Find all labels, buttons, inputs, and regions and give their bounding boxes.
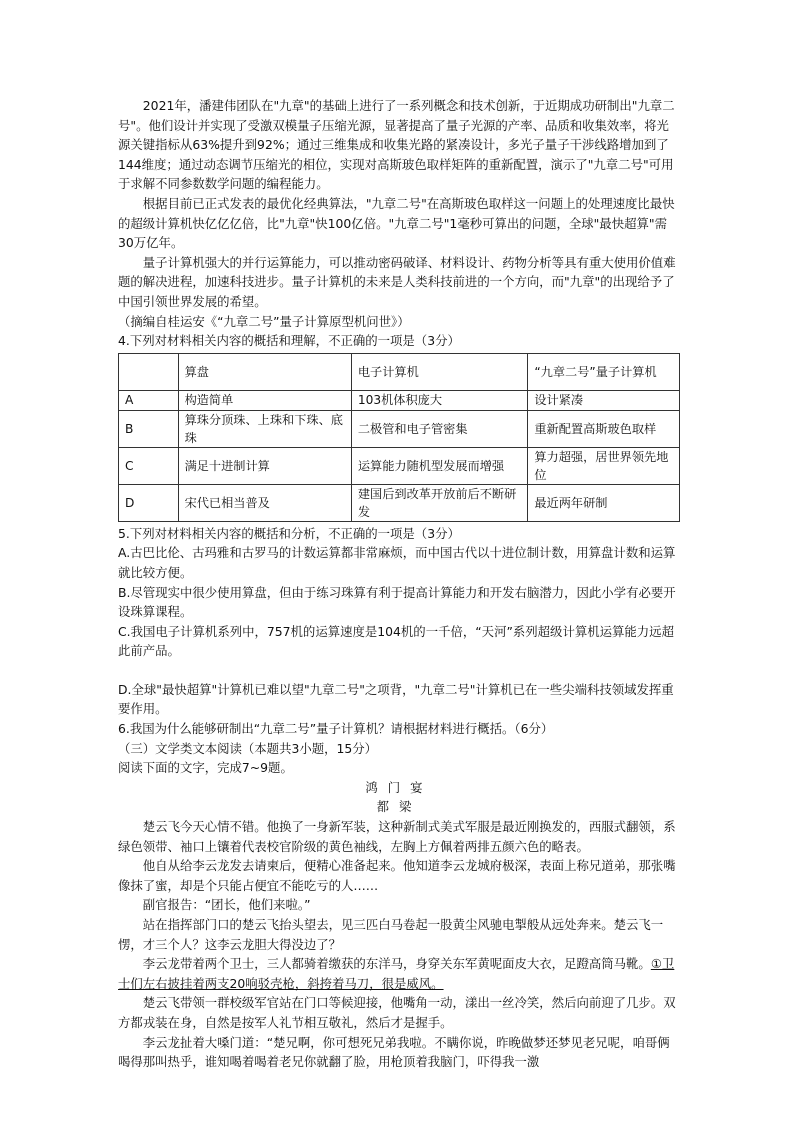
section-heading: （三）文学类文本阅读（本题共3小题，15分） bbox=[118, 740, 378, 756]
table-header-cell: 电子计算机 bbox=[351, 353, 528, 390]
table-cell: 算珠分顶珠、上珠和下珠、底珠 bbox=[178, 410, 351, 447]
story-text: 李云龙带着两个卫士，三人都骑着缴获的东洋马，身穿关东军黄呢面皮大衣，足蹬高筒马靴。 bbox=[142, 956, 651, 972]
story-paragraph: 楚云飞今天心情不错。他换了一身新军装，这种新制式美式军服是最近刚换发的，西服式翻领，系绿色领带、袖口上镶着代表校官阶级的黄色袖线，左胸上方佩着两排五颜六色的略表。 bbox=[118, 819, 676, 854]
story-paragraph: 李云龙扯着大嗓门道：“楚兄啊，你可想死兄弟我啦。不瞒你说，昨晚做梦还梦见老兄呢，咱哥俩喝得那叫热乎，谁知喝着喝着老兄你就翻了脸，用枪顶着我脑门，吓得我一激 bbox=[118, 1034, 670, 1070]
story-paragraph: 他自从给李云龙发去请柬后，便精心准备起来。他知道李云龙城府极深，表面上称兄道弟，那张嘴像抹了蜜，却是个只能占便宜不能吃亏的人…… bbox=[118, 858, 676, 893]
question-6: 6.我国为什么能够研制出“九章二号”量子计算机？请根据材料进行概括。（6分） bbox=[118, 721, 554, 737]
question-5-option-c: C.我国电子计算机系列中，757机的运算速度是104机的一千倍，“天河”系列超级计算机运算能力远超此前产品。 bbox=[118, 623, 674, 659]
table-row bbox=[119, 447, 680, 484]
story-author: 都梁 bbox=[376, 799, 422, 815]
story-paragraph: 楚云飞带领一群校级军官站在门口等候迎接，他嘴角一动，漾出一丝冷笑，然后向前迎了几步。双方都戎装在身，自然是按军人礼节相互敬礼，然后才是握手。 bbox=[118, 995, 676, 1030]
table-cell: 满足十进制计算 bbox=[178, 447, 351, 484]
table-cell: 建国后到改革开放前后不断研发 bbox=[351, 484, 528, 521]
reading-instruction: 阅读下面的文字，完成7~9题。 bbox=[118, 760, 293, 776]
story-paragraph: 副官报告：“团长，他们来啦。” bbox=[142, 897, 311, 913]
table-cell: B bbox=[119, 410, 179, 447]
material-source: （摘编自桂运安《“九章二号”量子计算原型机问世》） bbox=[118, 313, 410, 329]
blank-line bbox=[118, 661, 680, 680]
question-5-option-d: D.全球"最快超算"计算机已难以望"九章二号"之项背，"九章二号"计算机已在一些尖端科技领域发挥重要作用。 bbox=[118, 681, 674, 717]
table-row bbox=[119, 390, 680, 410]
table-cell: 103机体积庞大 bbox=[351, 390, 528, 410]
table-cell: 运算能力随机型发展而增强 bbox=[351, 447, 528, 484]
question-5-stem: 5.下列对材料相关内容的概括和分析，不正确的一项是（3分） bbox=[118, 525, 460, 541]
table-row bbox=[119, 484, 680, 521]
story-title: 鸿门宴 bbox=[365, 779, 433, 795]
question-5-option-b: B.尽管现实中很少使用算盘，但由于练习珠算有利于提高计算能力和开发右脑潜力，因此小学有必要开设珠算课程。 bbox=[118, 584, 676, 620]
table-row bbox=[119, 410, 680, 447]
table-cell: C bbox=[119, 447, 179, 484]
story-paragraph: 站在指挥部门口的楚云飞抬头望去，见三匹白马卷起一股黄尘风驰电掣般从远处奔来。楚云飞一愣，才三个人？这李云龙胆大得没边了？ bbox=[118, 917, 664, 952]
story-paragraph bbox=[118, 954, 680, 993]
material-paragraph-2: 根据目前已正式发表的最优化经典算法，"九章二号"在高斯玻色取样这一问题上的处理速度比最快的超级计算机快亿亿亿倍，比"九章"快100亿倍。"九章二号"1毫秒可算出的问题，全球"最快超算"需30万亿年。 bbox=[118, 195, 675, 251]
table-cell: A bbox=[119, 390, 179, 410]
table-header-row bbox=[119, 353, 680, 390]
table-cell: 构造简单 bbox=[178, 390, 351, 410]
table-cell: 宋代已相当普及 bbox=[178, 484, 351, 521]
table-header-cell: “九章二号”量子计算机 bbox=[528, 353, 680, 390]
question-5-option-a: A.古巴比伦、古玛雅和古罗马的计数运算都非常麻烦，而中国古代以十进位制计数，用算盘计数和运算就比较方便。 bbox=[118, 545, 676, 580]
table-header-cell: 算盘 bbox=[178, 353, 351, 390]
material-paragraph-3: 量子计算机强大的并行运算能力，可以推动密码破译、材料设计、药物分析等具有重大使用价值难题的解决进程，加速科技进步。量子计算机的未来是人类科技前进的一个方向，而"九章"的出现给予了中国引领世界发展的希望。 bbox=[118, 254, 676, 309]
table-cell: 二极管和电子管密集 bbox=[351, 410, 528, 447]
table-cell: 设计紧凑 bbox=[528, 390, 680, 410]
material-paragraph-1: 2021年，潘建伟团队在"九章"的基础上进行了一系列概念和技术创新，于近期成功研制出"九章二号"。他们设计并实现了受激双模量子压缩光源，显著提高了量子光源的产率、品质和收集效率，将光源关键指标从63%提升到92%；通过三维集成和收集光路的紧凑设计，多光子量子干涉线路增加到了144维度；通过动态调节压缩光的相位，实现对高斯玻色取样矩阵的重新配置，演示了"九章二号"可用于求解不同参数数学问题的编程能力。 bbox=[118, 98, 675, 192]
table-cell: D bbox=[119, 484, 179, 521]
document-page bbox=[118, 96, 680, 1072]
table-header-cell bbox=[119, 353, 179, 390]
table-cell: 算力超强，居世界领先地位 bbox=[528, 447, 680, 484]
table-cell: 最近两年研制 bbox=[528, 484, 680, 521]
table-cell: 重新配置高斯玻色取样 bbox=[528, 410, 680, 447]
comparison-table bbox=[118, 353, 680, 522]
underlined-sentence-1: ①卫士们左右披挂着两支20响驳壳枪，斜挎着马刀，很是威风。 bbox=[118, 956, 675, 991]
question-4-stem: 4.下列对材料相关内容的概括和理解，不正确的一项是（3分） bbox=[118, 333, 460, 349]
